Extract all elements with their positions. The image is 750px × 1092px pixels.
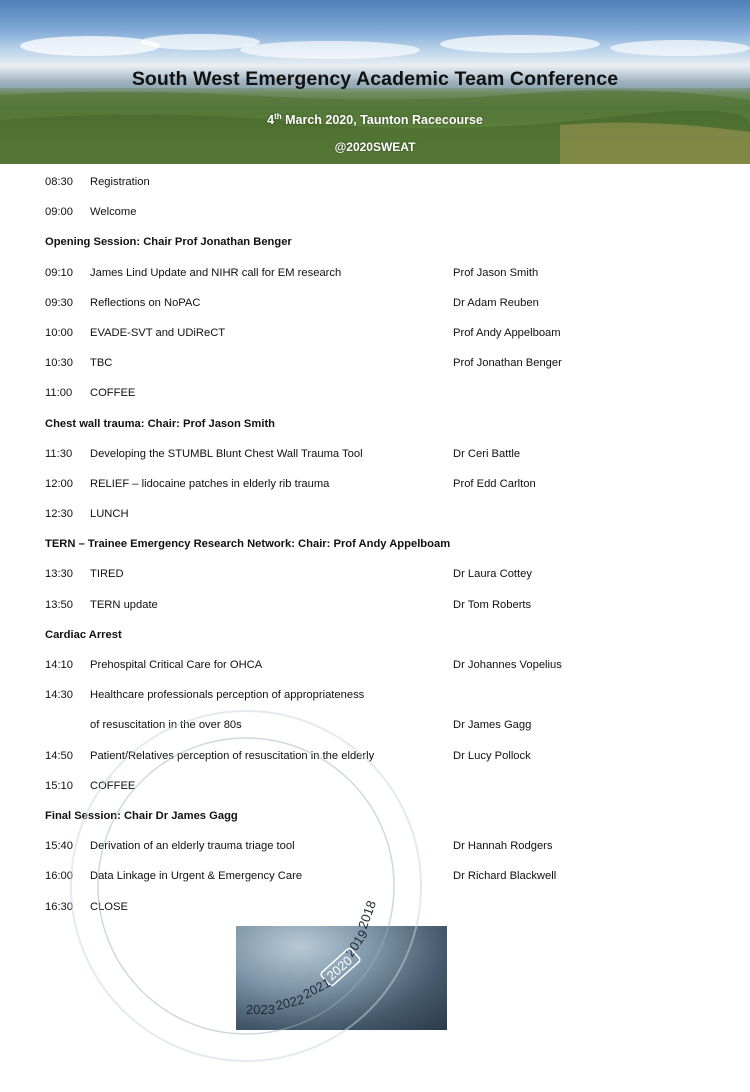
speaker-name: Dr Tom Roberts [453, 598, 532, 611]
time-slot: 16:00 [45, 870, 73, 883]
time-slot: 13:50 [45, 598, 73, 611]
session-heading [0, 529, 750, 559]
schedule-row [0, 831, 750, 861]
time-slot: 09:00 [45, 206, 73, 219]
time-slot: 14:10 [45, 659, 73, 671]
time-slot: 10:00 [45, 326, 73, 339]
conference-title: South West Emergency Academic Team Conference [131, 68, 619, 90]
year-label-highlighted: 2020 [323, 952, 356, 984]
talk-title: EVADE-SVT and UDiReCT [90, 326, 226, 339]
session-title: Chest wall trauma: Chair: Prof Jason Smith [45, 417, 276, 430]
talk-title: TBC [90, 357, 113, 370]
time-slot: 15:40 [45, 840, 73, 853]
schedule-row [0, 348, 750, 378]
year-dial-image [236, 898, 447, 1030]
session-heading [0, 409, 750, 439]
year-label: 2019 [342, 926, 371, 960]
schedule-row [0, 741, 750, 771]
talk-title: Prehospital Critical Care for OHCA [90, 659, 263, 671]
session-title: Cardiac Arrest [45, 628, 122, 641]
schedule-row [0, 771, 750, 801]
talk-title: LUNCH [90, 508, 129, 521]
schedule-row [0, 318, 750, 348]
time-slot: 13:30 [45, 568, 73, 581]
talk-title: of resuscitation in the over 80s [90, 719, 242, 732]
talk-title: Welcome [90, 206, 137, 219]
talk-title: COFFEE [90, 779, 136, 792]
time-slot: 11:30 [45, 447, 73, 460]
session-title: TERN – Trainee Emergency Research Network: Chair: Prof Andy Appelboam [45, 538, 451, 551]
speaker-name: Prof Jonathan Benger [453, 357, 562, 370]
speaker-name: Dr Hannah Rodgers [453, 840, 553, 853]
speaker-name: Dr James Gagg [453, 719, 532, 732]
schedule-row [0, 197, 750, 227]
schedule-row [0, 469, 750, 499]
talk-title: Healthcare professionals perception of appropriateness [90, 689, 365, 702]
speaker-name: Prof Jason Smith [453, 266, 539, 279]
header-banner [0, 0, 750, 164]
speaker-name: Dr Adam Reuben [453, 296, 539, 309]
speaker-name: Dr Lucy Pollock [453, 749, 531, 762]
talk-title: TIRED [90, 568, 124, 581]
schedule-row [0, 439, 750, 469]
schedule-row [0, 861, 750, 891]
time-slot: 14:50 [45, 749, 73, 762]
talk-title: RELIEF – lidocaine patches in elderly rib trauma [90, 477, 330, 490]
schedule-row [0, 680, 750, 710]
speaker-name: Prof Andy Appelboam [453, 326, 561, 339]
speaker-name: Dr Johannes Vopelius [453, 659, 562, 671]
talk-title: James Lind Update and NIHR call for EM research [90, 266, 342, 279]
session-heading [0, 227, 750, 257]
year-label: 2023 [246, 1002, 275, 1017]
twitter-handle: @2020SWEAT [334, 140, 416, 154]
time-slot: 15:10 [45, 779, 73, 792]
talk-title: Developing the STUMBL Blunt Chest Wall Trauma Tool [90, 447, 363, 460]
conference-date: 4th March 2020, Taunton Racecourse [267, 112, 483, 127]
schedule-row [0, 378, 750, 408]
programme-list [0, 167, 750, 922]
year-label: 2021 [300, 974, 334, 1002]
talk-title: Registration [90, 176, 150, 188]
session-title: Final Session: Chair Dr James Gagg [45, 809, 238, 822]
session-heading [0, 620, 750, 650]
talk-title: COFFEE [90, 387, 136, 400]
schedule-row [0, 167, 750, 197]
time-slot: 09:30 [45, 296, 73, 309]
time-slot: 12:00 [45, 477, 73, 490]
talk-title: Reflections on NoPAC [90, 296, 201, 309]
time-slot: 08:30 [45, 176, 73, 188]
schedule-row [0, 650, 750, 680]
schedule-row [0, 499, 750, 529]
schedule-row [0, 258, 750, 288]
time-slot: 16:30 [45, 900, 73, 913]
time-slot: 09:10 [45, 266, 73, 279]
speaker-name: Dr Laura Cottey [453, 568, 532, 581]
time-slot: 14:30 [45, 689, 73, 702]
time-slot: 11:00 [45, 387, 73, 400]
schedule-row [0, 710, 750, 740]
talk-title: Derivation of an elderly trauma triage tool [90, 840, 295, 853]
year-label: 2018 [355, 898, 380, 931]
speaker-name: Dr Ceri Battle [453, 447, 521, 460]
speaker-name: Prof Edd Carlton [453, 477, 536, 490]
talk-title: TERN update [90, 598, 158, 611]
session-title: Opening Session: Chair Prof Jonathan Benger [45, 236, 292, 249]
talk-title: Patient/Relatives perception of resuscitation in the elderly [90, 749, 375, 762]
time-slot: 10:30 [45, 357, 73, 370]
time-slot: 12:30 [45, 508, 73, 521]
speaker-name: Dr Richard Blackwell [453, 870, 557, 883]
talk-title: CLOSE [90, 900, 128, 913]
schedule-row [0, 590, 750, 620]
schedule-row [0, 559, 750, 589]
year-label: 2022 [274, 991, 306, 1014]
talk-title: Data Linkage in Urgent & Emergency Care [90, 870, 303, 883]
session-heading [0, 801, 750, 831]
schedule-row [0, 288, 750, 318]
